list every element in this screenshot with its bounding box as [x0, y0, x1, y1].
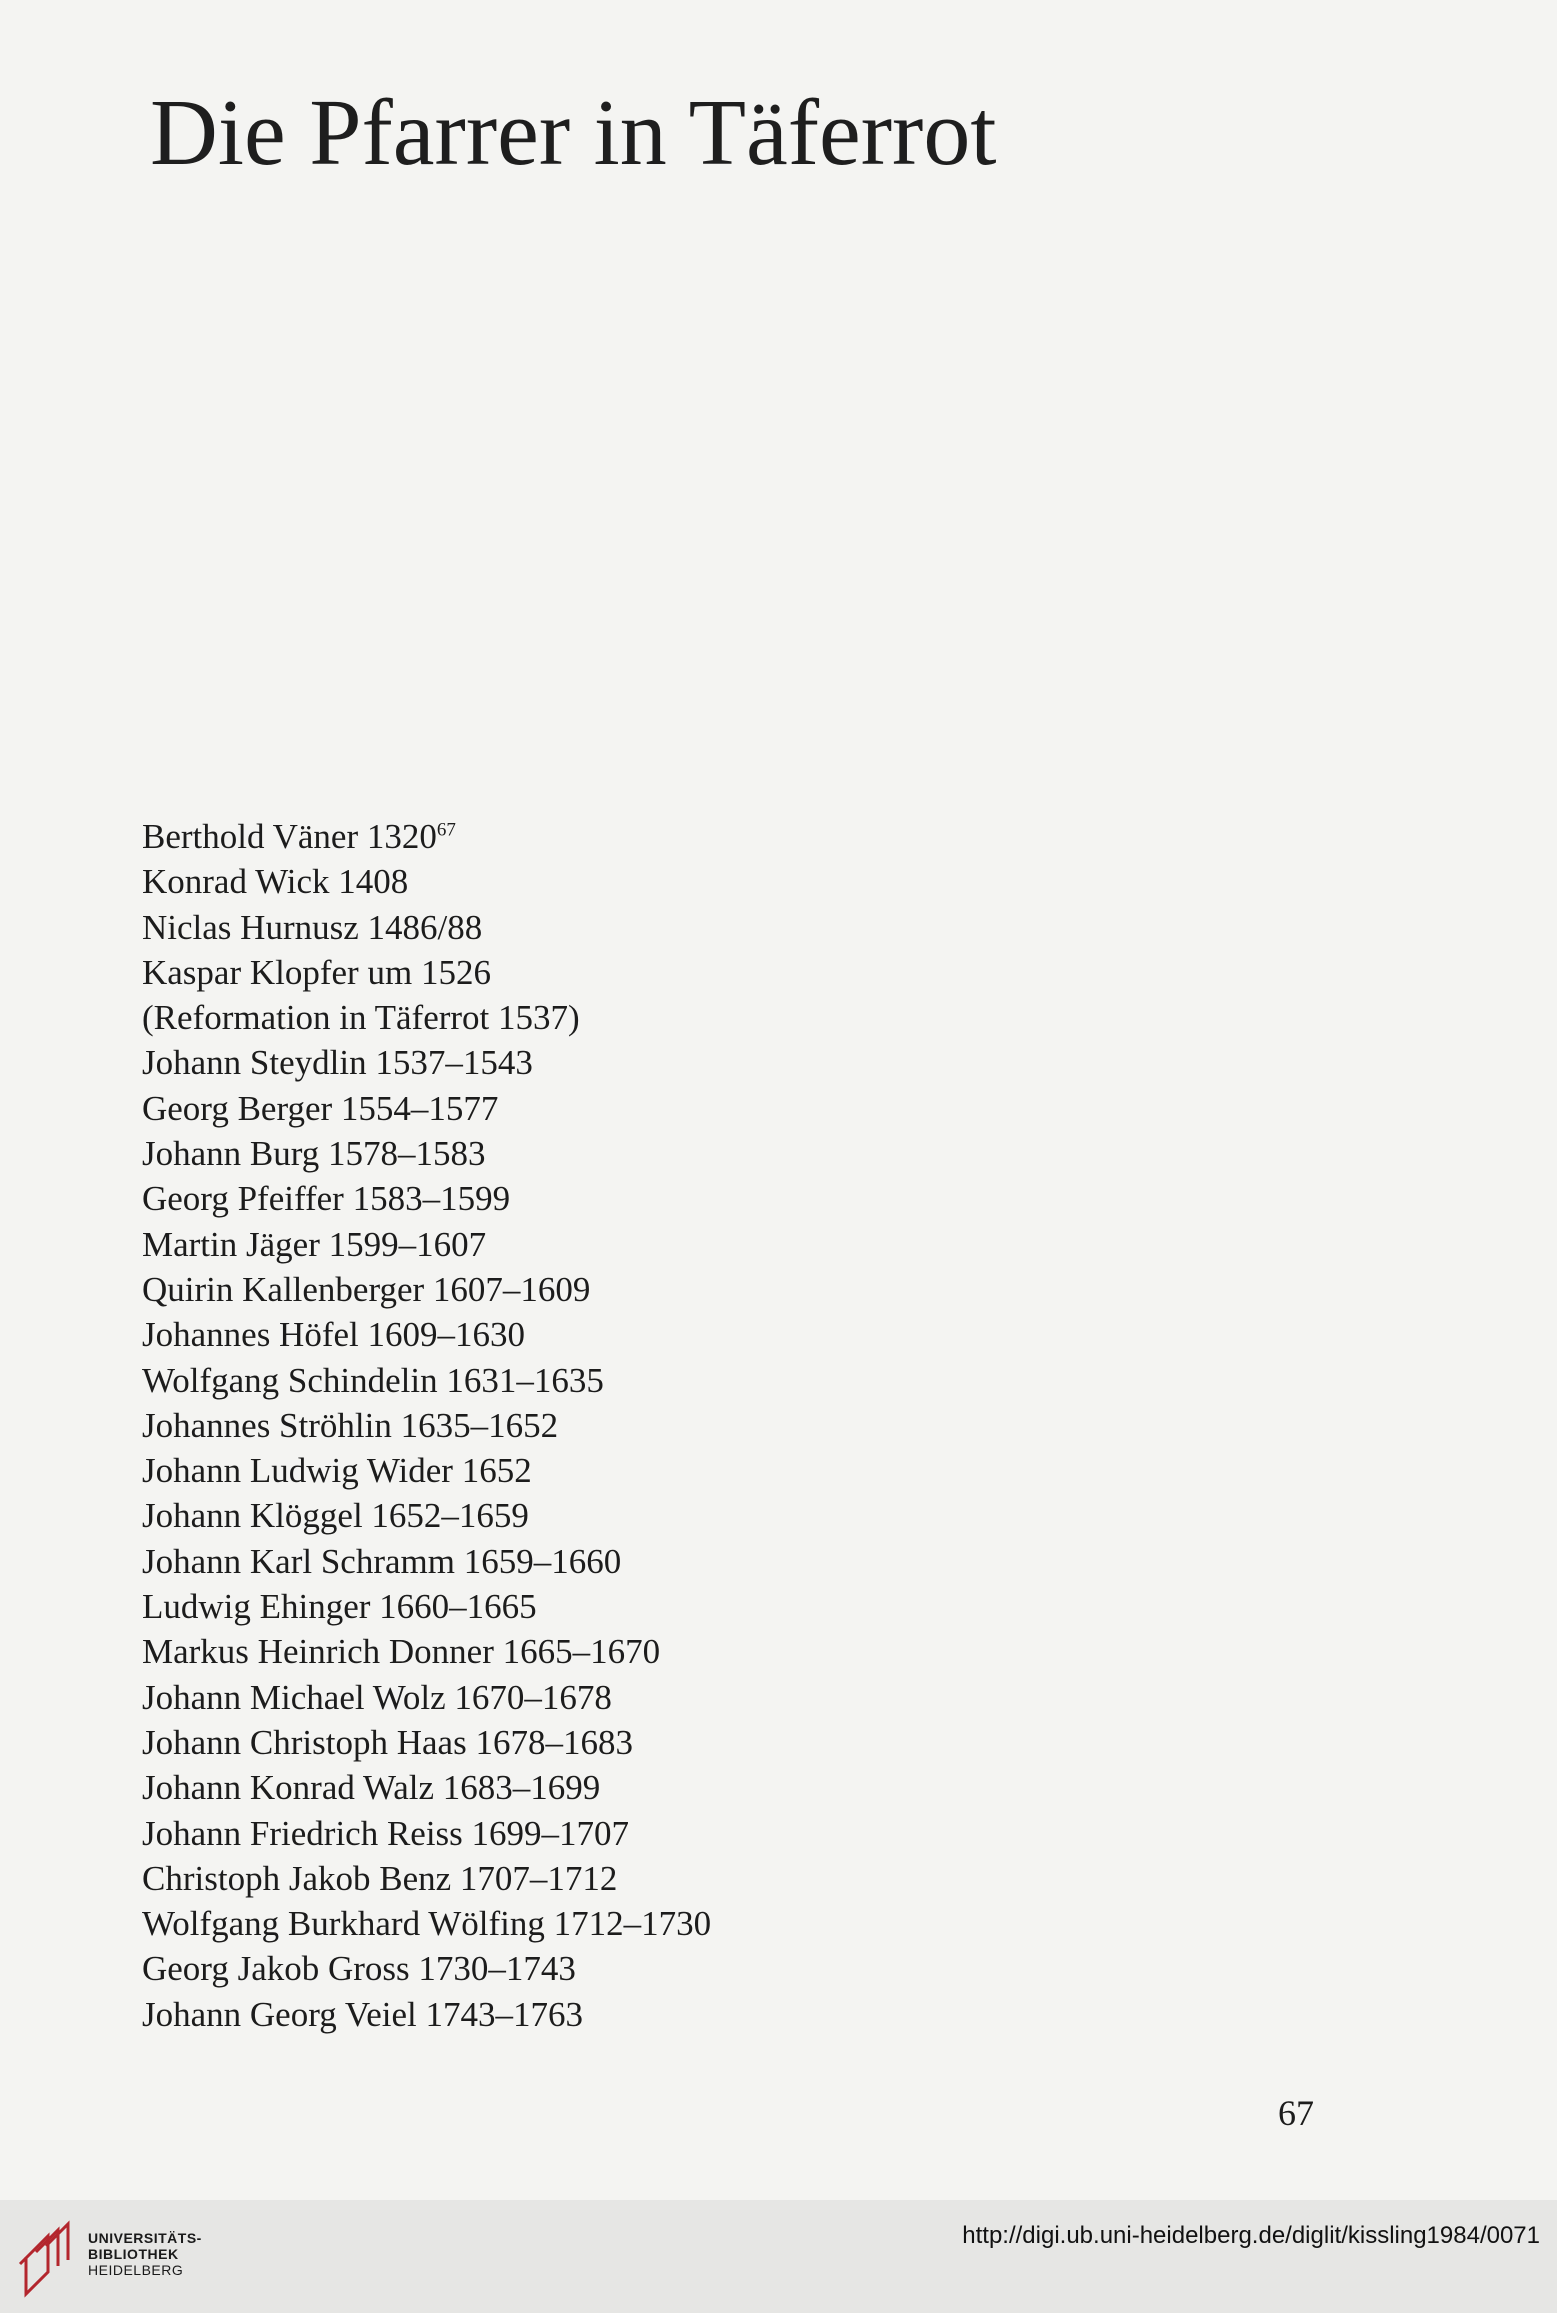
pastor-entry — [142, 950, 711, 995]
pastor-entry — [142, 1992, 711, 2037]
pastor-list — [142, 814, 711, 2037]
pastor-entry-text: (Reformation in Täferrot 1537) — [142, 998, 580, 1038]
pastor-entry-text: Georg Berger 1554–1577 — [142, 1088, 499, 1128]
pastor-entry-text: Johannes Höfel 1609–1630 — [142, 1315, 526, 1355]
pastor-entry — [142, 1222, 711, 1267]
pastor-entry-text: Ludwig Ehinger 1660–1665 — [142, 1587, 537, 1627]
pastor-entry — [142, 1493, 711, 1538]
pastor-entry — [142, 1946, 711, 1991]
library-name — [88, 2230, 202, 2278]
pastor-entry-text: Berthold Väner 1320 — [142, 817, 437, 856]
pastor-entry-text: Johann Christoph Haas 1678–1683 — [142, 1722, 633, 1762]
pastor-entry — [142, 1448, 711, 1493]
university-library-logo-icon — [18, 2214, 82, 2298]
pastor-entry-text: Wolfgang Burkhard Wölfing 1712–1730 — [142, 1904, 712, 1944]
pastor-entry-text: Quirin Kallenberger 1607–1609 — [142, 1269, 591, 1309]
pastor-entry-text: Johann Ludwig Wider 1652 — [142, 1451, 532, 1491]
pastor-entry — [142, 1312, 711, 1357]
pastor-entry-text: Johann Klöggel 1652–1659 — [142, 1496, 529, 1536]
pastor-entry-text: Johann Burg 1578–1583 — [142, 1134, 486, 1174]
pastor-entry-text: Johann Michael Wolz 1670–1678 — [142, 1677, 612, 1717]
library-name-line2: BIBLIOTHEK — [88, 2246, 179, 2262]
pastor-entry — [142, 905, 711, 950]
library-name-line1: UNIVERSITÄTS- — [88, 2230, 202, 2246]
pastor-entry-text: Christoph Jakob Benz 1707–1712 — [142, 1858, 618, 1898]
pastor-entry-text: Johannes Ströhlin 1635–1652 — [142, 1405, 559, 1445]
page-title: Die Pfarrer in Täferrot — [150, 81, 997, 185]
pastor-entry-text: Georg Jakob Gross 1730–1743 — [142, 1949, 576, 1989]
pastor-entry — [142, 995, 711, 1040]
pastor-entry-text: Johann Friedrich Reiss 1699–1707 — [142, 1813, 630, 1853]
pastor-entry — [142, 859, 711, 904]
pastor-entry — [142, 1765, 711, 1810]
pastor-entry — [142, 1358, 711, 1403]
pastor-entry — [142, 1539, 711, 1584]
pastor-entry — [142, 1131, 711, 1176]
page-number: 67 — [1278, 2093, 1314, 2133]
pastor-entry-text: Niclas Hurnusz 1486/88 — [142, 907, 483, 947]
pastor-entry — [142, 1267, 711, 1312]
pastor-entry-text: Georg Pfeiffer 1583–1599 — [142, 1179, 511, 1219]
viewer-footer — [0, 2200, 1557, 2313]
pastor-entry-text: Konrad Wick 1408 — [142, 862, 409, 902]
pastor-entry-text: Martin Jäger 1599–1607 — [142, 1224, 487, 1264]
pastor-entry — [142, 1176, 711, 1221]
pastor-entry — [142, 1584, 711, 1629]
pastor-entry-text: Johann Georg Veiel 1743–1763 — [142, 1994, 584, 2034]
pastor-entry — [142, 1403, 711, 1448]
library-name-line3: HEIDELBERG — [88, 2262, 184, 2278]
permalink-url[interactable]: http://digi.ub.uni-heidelberg.de/diglit/kissling1984/0071 — [962, 2222, 1540, 2249]
pastor-entry — [142, 1086, 711, 1131]
pastor-entry-text: Johann Steydlin 1537–1543 — [142, 1043, 533, 1083]
pastor-entry — [142, 1901, 711, 1946]
pastor-entry-text: Kaspar Klopfer um 1526 — [142, 952, 491, 992]
pastor-entry — [142, 1629, 711, 1674]
footnote-marker: 67 — [436, 819, 456, 841]
pastor-entry — [142, 1675, 711, 1720]
pastor-entry-text: Wolfgang Schindelin 1631–1635 — [142, 1360, 604, 1400]
pastor-entry — [142, 1720, 711, 1765]
pastor-entry-text: Markus Heinrich Donner 1665–1670 — [142, 1632, 661, 1672]
pastor-entry-text: Johann Konrad Walz 1683–1699 — [142, 1768, 601, 1808]
pastor-entry — [142, 1040, 711, 1085]
pastor-entry — [142, 1856, 711, 1901]
pastor-entry — [142, 1811, 711, 1856]
pastor-entry-text: Johann Karl Schramm 1659–1660 — [142, 1541, 622, 1581]
pastor-entry — [142, 814, 711, 859]
